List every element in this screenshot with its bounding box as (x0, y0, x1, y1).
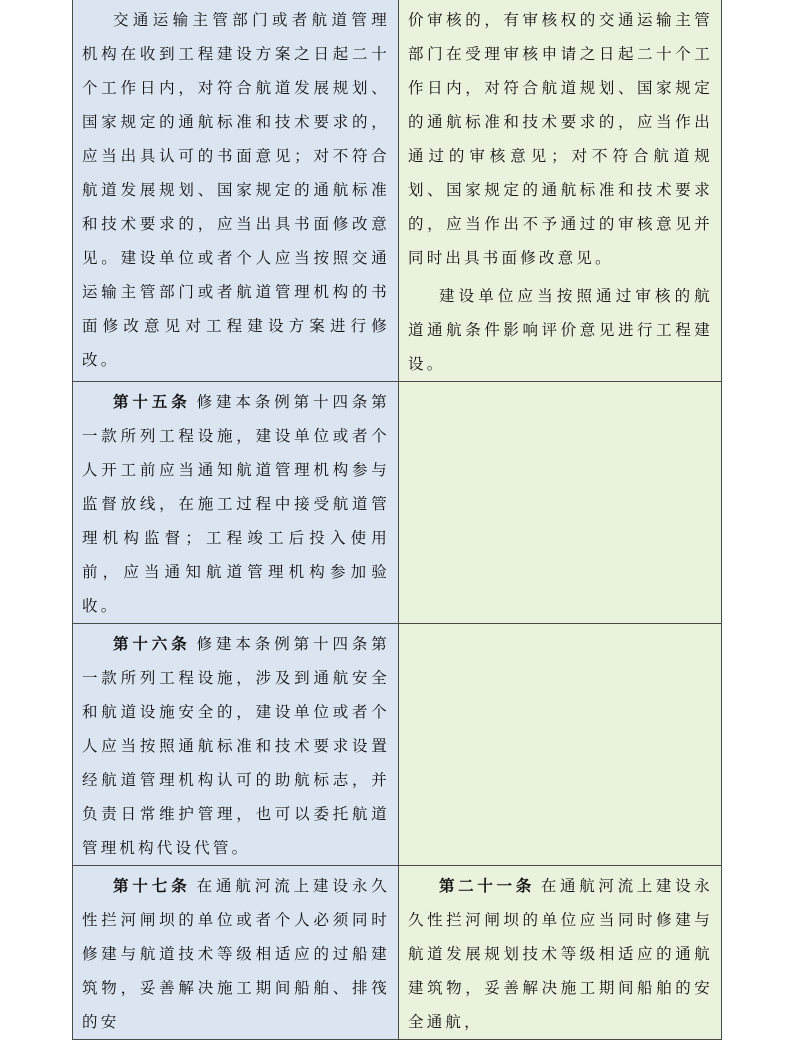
paragraph-text: 建设单位应当按照通过审核的航道通航条件影响评价意见进行工程建设。 (408, 287, 713, 373)
left-cell (73, 624, 399, 866)
left-cell (73, 382, 399, 624)
right-cell (399, 0, 722, 382)
article-number: 第十七条 (113, 876, 191, 895)
table-row (73, 624, 722, 866)
paragraph (82, 627, 390, 865)
paragraph (408, 279, 713, 381)
paragraph-text: 在通航河流上建设永久性拦河闸坝的单位应当同时修建与航道发展规划技术等级相适应的通航建筑物，妥善解决施工期间船舶的安全通航， (408, 877, 713, 1031)
right-cell-empty (399, 382, 722, 624)
article-number: 第十六条 (113, 634, 191, 653)
paragraph-text: 修建本条例第十四条第一款所列工程设施，涉及到通航安全和航道设施安全的，建设单位或者个人应当按照通航标准和技术要求设置经航道管理机构认可的助航标志，并负责日常维护管理，也可以委托航道管理机构代设代管。 (82, 635, 390, 857)
table-row (73, 0, 722, 382)
paragraph-text: 交通运输主管部门或者航道管理机构在收到工程建设方案之日起二十个工作日内，对符合航道发展规划、国家规定的通航标准和技术要求的，应当出具认可的书面意见；对不符合航道发展规划、国家规定的通航标准和技术要求的，应当出具书面修改意见。建设单位或者个人应当按照交通运输主管部门或者航道管理机构的书面修改意见对工程建设方案进行修改。 (82, 11, 390, 369)
paragraph (408, 869, 713, 1039)
paragraph (82, 3, 390, 377)
table-row (73, 382, 722, 624)
comparison-table (72, 0, 722, 1040)
right-cell-empty (399, 624, 722, 866)
article-number: 第二十一条 (439, 876, 535, 895)
article-number: 第十五条 (113, 392, 191, 411)
left-cell (73, 0, 399, 382)
paragraph-text: 价审核的，有审核权的交通运输主管部门在受理审核申请之日起二十个工作日内，对符合航道规划、国家规定的通航标准和技术要求的，应当作出通过的审核意见；对不符合航道规划、国家规定的通航标准和技术要求的，应当作出不予通过的审核意见并同时出具书面修改意见。 (408, 11, 713, 267)
paragraph (408, 3, 713, 275)
paragraph (82, 385, 390, 623)
paragraph (82, 869, 390, 1039)
paragraph-text: 在通航河流上建设永久性拦河闸坝的单位或者个人必须同时修建与航道技术等级相适应的过船建筑物，妥善解决施工期间船舶、排筏的安 (82, 877, 390, 1031)
table-row (73, 866, 722, 1040)
paragraph-text: 修建本条例第十四条第一款所列工程设施，建设单位或者个人开工前应当通知航道管理机构参与监督放线，在施工过程中接受航道管理机构监督；工程竣工后投入使用前，应当通知航道管理机构参加验收。 (82, 393, 390, 615)
left-cell (73, 866, 399, 1040)
right-cell (399, 866, 722, 1040)
